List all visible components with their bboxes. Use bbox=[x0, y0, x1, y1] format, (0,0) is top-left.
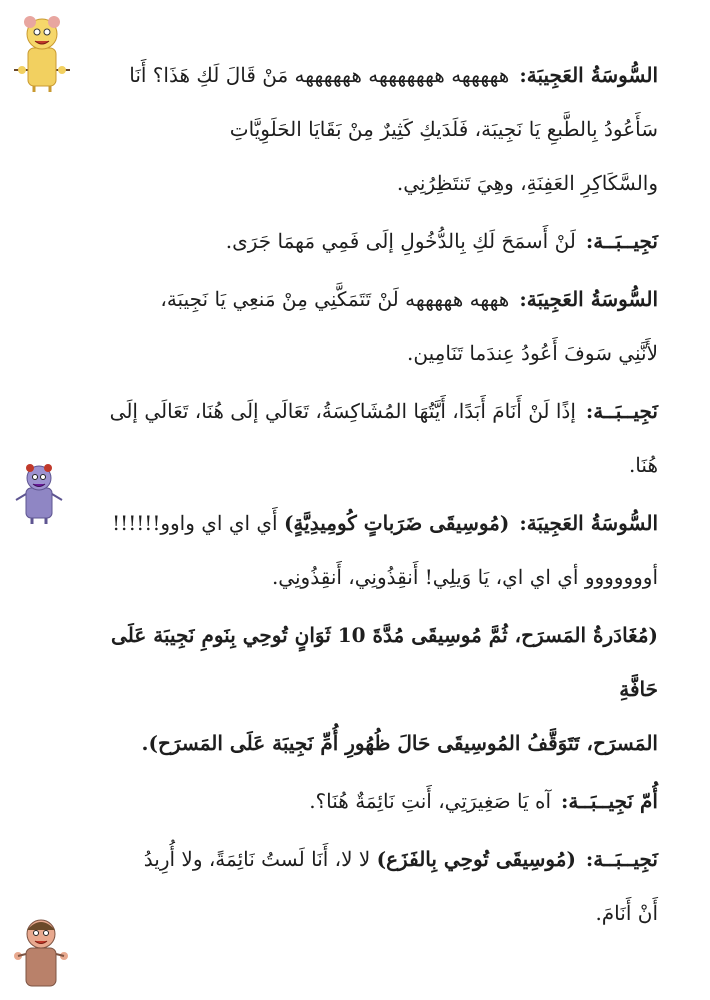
line-text: هههه هههههه لَنْ تَتَمَكَّنِي مِنْ مَنعِي يَا نَجِيبَة، bbox=[160, 287, 510, 311]
stage-direction: (مُوسِيقَى تُوحِي بِالفَزَع) bbox=[376, 847, 576, 871]
stage-direction: (مُوسِيقَى ضَرَباتٍ كُومِيدِيَّةٍ) bbox=[283, 511, 510, 535]
purple-puppet-illustration bbox=[10, 460, 68, 524]
speaker-najiba: نَجِيــبَــة: bbox=[585, 399, 658, 423]
dialogue-sousa-1 bbox=[96, 48, 658, 210]
line-text: هُنَا. bbox=[628, 453, 658, 477]
dialogue-najiba-1 bbox=[96, 214, 658, 268]
yellow-puppet-illustration bbox=[6, 10, 78, 92]
line-text: آه يَا صَغِيرَتِي، أَنتِ نَائِمَةٌ هُنَا؟. bbox=[309, 789, 551, 813]
brown-puppet-illustration bbox=[10, 912, 72, 990]
line-text: أَي اي اي واوو!!!!!! bbox=[112, 511, 278, 535]
line-text: والسَّكَاكِرِ العَفِنَةِ، وهِيَ تَنتَظِرُنِي. bbox=[396, 171, 658, 195]
line-text: لا لا، أَنَا لَستُ نَائِمَةً، ولا أُرِيدُ bbox=[143, 847, 371, 871]
speaker-najiba: نَجِيــبَــة: bbox=[585, 847, 658, 871]
line-text: إذًا لَنْ أَنَامَ أَبَدًا، أَيَّتُهَا المُشَاكِسَةُ، تَعَالَي إلَى هُنَا، تَعَالَي إلَى bbox=[109, 399, 576, 423]
speaker-sousa: السُّوسَةُ العَجِيبَة: bbox=[519, 511, 658, 535]
speaker-sousa: السُّوسَةُ العَجِيبَة: bbox=[519, 287, 658, 311]
line-text: هههههه هههههههه ههههههه مَنْ قَالَ لَكِ هَذَا؟ أَنَا bbox=[129, 63, 510, 87]
dialogue-najiba-2 bbox=[96, 384, 658, 492]
speaker-najiba: نَجِيــبَــة: bbox=[585, 229, 658, 253]
dialogue-najiba-3 bbox=[96, 832, 658, 940]
line-text: لأَنَّنِي سَوفَ أَعُودُ عِندَما تَنَامِين. bbox=[407, 341, 658, 365]
dialogue-umm-najiba bbox=[96, 774, 658, 828]
script-text bbox=[96, 48, 658, 940]
line-text: أووووووو أي اي اي، يَا وَيلِي! أَنقِذُونِي، أَنقِذُونِي. bbox=[271, 565, 658, 589]
line-text: لَنْ أَسمَحَ لَكِ بِالدُّخُولِ إلَى فَمِي مَهمَا جَرَى. bbox=[225, 229, 576, 253]
line-text: سَأَعُودُ بِالطَّبعِ يَا نَجِيبَة، فَلَدَيكِ كَثِيرٌ مِنْ بَقَايَا الحَلَوِيَّاتِ bbox=[229, 117, 658, 141]
speaker-sousa: السُّوسَةُ العَجِيبَة: bbox=[519, 63, 658, 87]
line-text: أَنْ أَنَامَ. bbox=[595, 901, 658, 925]
speaker-umm-najiba: أُمّ نَجِيــبَــة: bbox=[561, 789, 658, 813]
stage-direction: (مُغَادَرةُ المَسرَح، ثُمَّ مُوسِيقَى مُدَّةَ 10 ثَوَانٍ تُوحِي بِنَومِ نَجِيبَة عَلَى حَافَّةِ bbox=[111, 623, 658, 701]
dialogue-sousa-2 bbox=[96, 272, 658, 380]
stage-direction-block bbox=[96, 608, 658, 770]
dialogue-sousa-3 bbox=[96, 496, 658, 604]
stage-direction: المَسرَح، تَتَوَقَّفُ المُوسِيقَى حَالَ ظُهُورِ أُمِّ نَجِيبَة عَلَى المَسرَح). bbox=[141, 731, 658, 755]
